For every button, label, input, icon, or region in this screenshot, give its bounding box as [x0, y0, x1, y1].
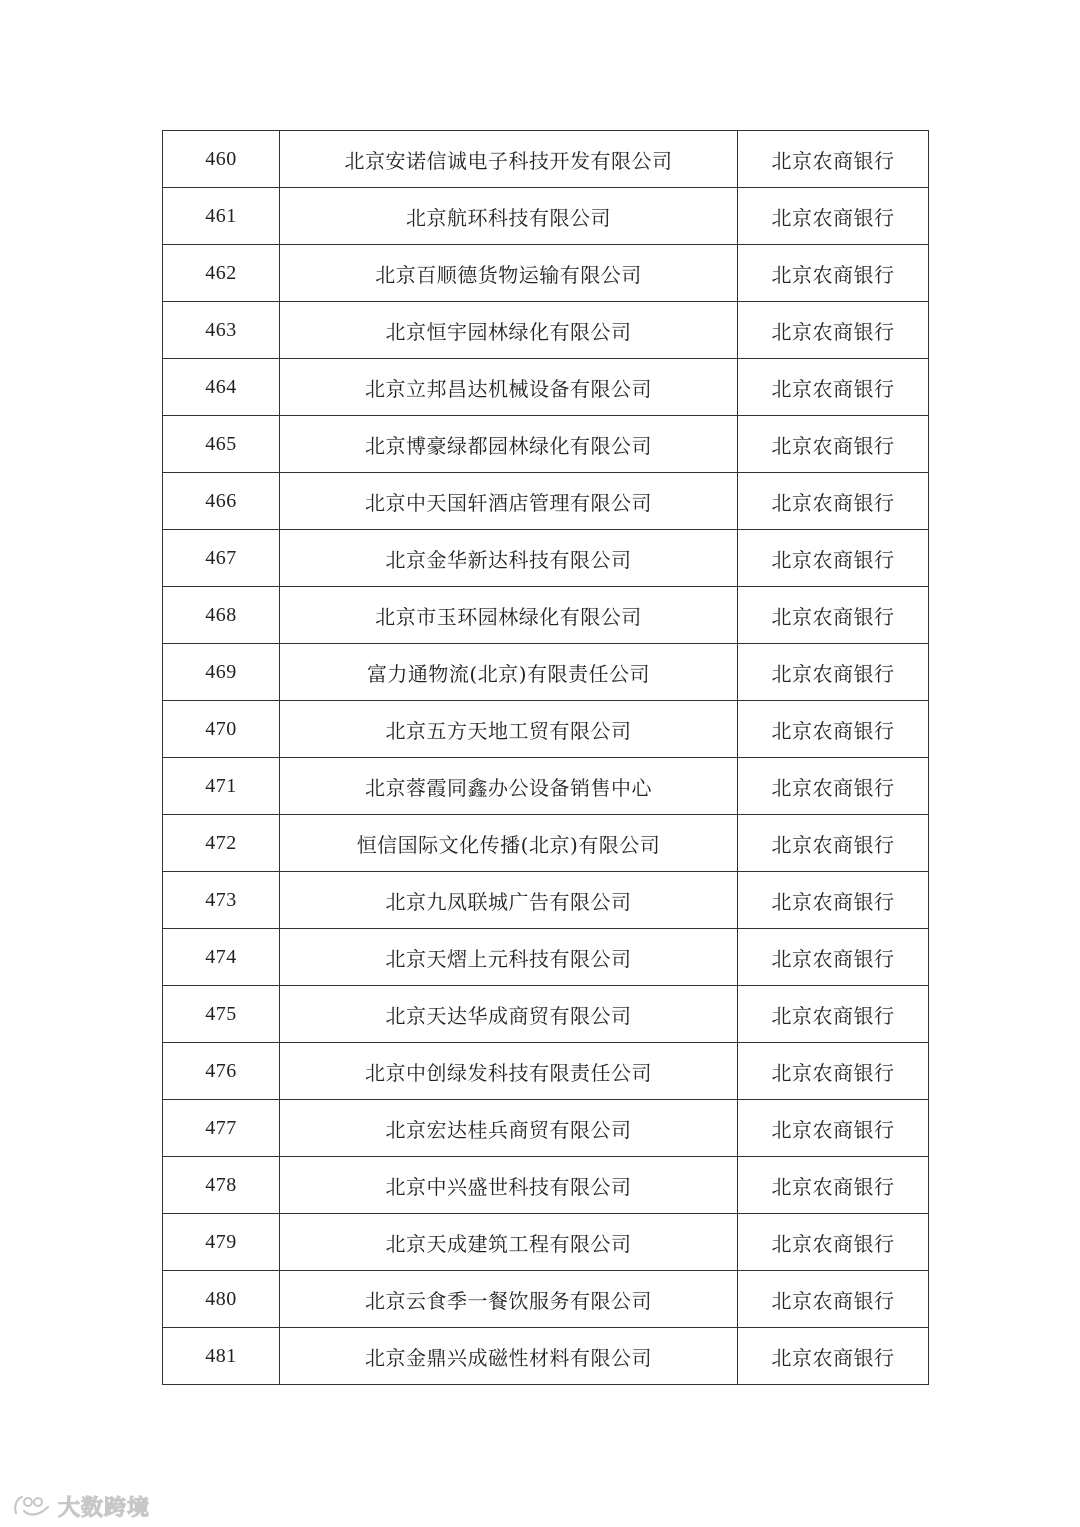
- company-name-cell: 北京中兴盛世科技有限公司: [280, 1157, 738, 1214]
- company-name-cell: 北京天达华成商贸有限公司: [280, 986, 738, 1043]
- row-number-cell: 464: [163, 359, 280, 416]
- watermark: [12, 1488, 150, 1524]
- row-number-cell: 463: [163, 302, 280, 359]
- bank-name-cell: 北京农商银行: [738, 131, 929, 188]
- company-name-cell: 恒信国际文化传播(北京)有限公司: [280, 815, 738, 872]
- company-name-cell: 北京立邦昌达机械设备有限公司: [280, 359, 738, 416]
- bank-name-cell: 北京农商银行: [738, 188, 929, 245]
- row-number-cell: 466: [163, 473, 280, 530]
- table-row: [163, 986, 929, 1043]
- table-row: [163, 701, 929, 758]
- company-name-cell: 北京宏达桂兵商贸有限公司: [280, 1100, 738, 1157]
- table-row: [163, 359, 929, 416]
- bank-name-cell: 北京农商银行: [738, 530, 929, 587]
- company-name-cell: 北京蓉霞同鑫办公设备销售中心: [280, 758, 738, 815]
- row-number-cell: 471: [163, 758, 280, 815]
- row-number-cell: 461: [163, 188, 280, 245]
- row-number-cell: 473: [163, 872, 280, 929]
- table-row: [163, 131, 929, 188]
- company-name-cell: 北京博豪绿都园林绿化有限公司: [280, 416, 738, 473]
- company-name-cell: 北京九凤联城广告有限公司: [280, 872, 738, 929]
- watermark-text: 大数跨境: [58, 1495, 151, 1521]
- row-number-cell: 465: [163, 416, 280, 473]
- table-row: [163, 1328, 929, 1385]
- bank-name-cell: 北京农商银行: [738, 644, 929, 701]
- row-number-cell: 479: [163, 1214, 280, 1271]
- company-name-cell: 北京云食季一餐饮服务有限公司: [280, 1271, 738, 1328]
- company-name-cell: 北京五方天地工贸有限公司: [280, 701, 738, 758]
- row-number-cell: 467: [163, 530, 280, 587]
- company-name-cell: 北京恒宇园林绿化有限公司: [280, 302, 738, 359]
- company-name-cell: 北京百顺德货物运输有限公司: [280, 245, 738, 302]
- bank-name-cell: 北京农商银行: [738, 587, 929, 644]
- table-row: [163, 188, 929, 245]
- company-name-cell: 北京航环科技有限公司: [280, 188, 738, 245]
- company-name-cell: 北京中创绿发科技有限责任公司: [280, 1043, 738, 1100]
- bank-name-cell: 北京农商银行: [738, 815, 929, 872]
- bank-name-cell: 北京农商银行: [738, 416, 929, 473]
- row-number-cell: 478: [163, 1157, 280, 1214]
- row-number-cell: 460: [163, 131, 280, 188]
- bank-name-cell: 北京农商银行: [738, 1328, 929, 1385]
- company-name-cell: 北京市玉环园林绿化有限公司: [280, 587, 738, 644]
- company-name-cell: 北京金华新达科技有限公司: [280, 530, 738, 587]
- company-name-cell: 北京天成建筑工程有限公司: [280, 1214, 738, 1271]
- company-name-cell: 富力通物流(北京)有限责任公司: [280, 644, 738, 701]
- bank-name-cell: 北京农商银行: [738, 872, 929, 929]
- bank-name-cell: 北京农商银行: [738, 986, 929, 1043]
- row-number-cell: 462: [163, 245, 280, 302]
- table-row: [163, 1043, 929, 1100]
- table-row: [163, 929, 929, 986]
- company-name-cell: 北京天熠上元科技有限公司: [280, 929, 738, 986]
- bank-name-cell: 北京农商银行: [738, 359, 929, 416]
- company-name-cell: 北京中天国轩酒店管理有限公司: [280, 473, 738, 530]
- bank-name-cell: 北京农商银行: [738, 1043, 929, 1100]
- row-number-cell: 468: [163, 587, 280, 644]
- table-row: [163, 1157, 929, 1214]
- row-number-cell: 470: [163, 701, 280, 758]
- row-number-cell: 472: [163, 815, 280, 872]
- bank-name-cell: 北京农商银行: [738, 1100, 929, 1157]
- company-name-cell: 北京金鼎兴成磁性材料有限公司: [280, 1328, 738, 1385]
- table-body: [163, 131, 929, 1385]
- bank-name-cell: 北京农商银行: [738, 701, 929, 758]
- table-row: [163, 245, 929, 302]
- company-list-table: [162, 130, 929, 1385]
- bank-name-cell: 北京农商银行: [738, 1271, 929, 1328]
- row-number-cell: 469: [163, 644, 280, 701]
- table-row: [163, 302, 929, 359]
- table-row: [163, 1271, 929, 1328]
- bank-name-cell: 北京农商银行: [738, 1214, 929, 1271]
- row-number-cell: 474: [163, 929, 280, 986]
- table-row: [163, 416, 929, 473]
- bank-name-cell: 北京农商银行: [738, 758, 929, 815]
- bank-name-cell: 北京农商银行: [738, 929, 929, 986]
- bank-name-cell: 北京农商银行: [738, 473, 929, 530]
- bank-name-cell: 北京农商银行: [738, 1157, 929, 1214]
- table-row: [163, 815, 929, 872]
- row-number-cell: 476: [163, 1043, 280, 1100]
- row-number-cell: 481: [163, 1328, 280, 1385]
- table-row: [163, 1100, 929, 1157]
- table-row: [163, 872, 929, 929]
- table-row: [163, 1214, 929, 1271]
- row-number-cell: 477: [163, 1100, 280, 1157]
- logo-mark-icon: [12, 1493, 52, 1519]
- table-row: [163, 530, 929, 587]
- row-number-cell: 480: [163, 1271, 280, 1328]
- bank-name-cell: 北京农商银行: [738, 302, 929, 359]
- table-row: [163, 644, 929, 701]
- company-name-cell: 北京安诺信诚电子科技开发有限公司: [280, 131, 738, 188]
- table-row: [163, 473, 929, 530]
- row-number-cell: 475: [163, 986, 280, 1043]
- table-row: [163, 587, 929, 644]
- bank-name-cell: 北京农商银行: [738, 245, 929, 302]
- table-row: [163, 758, 929, 815]
